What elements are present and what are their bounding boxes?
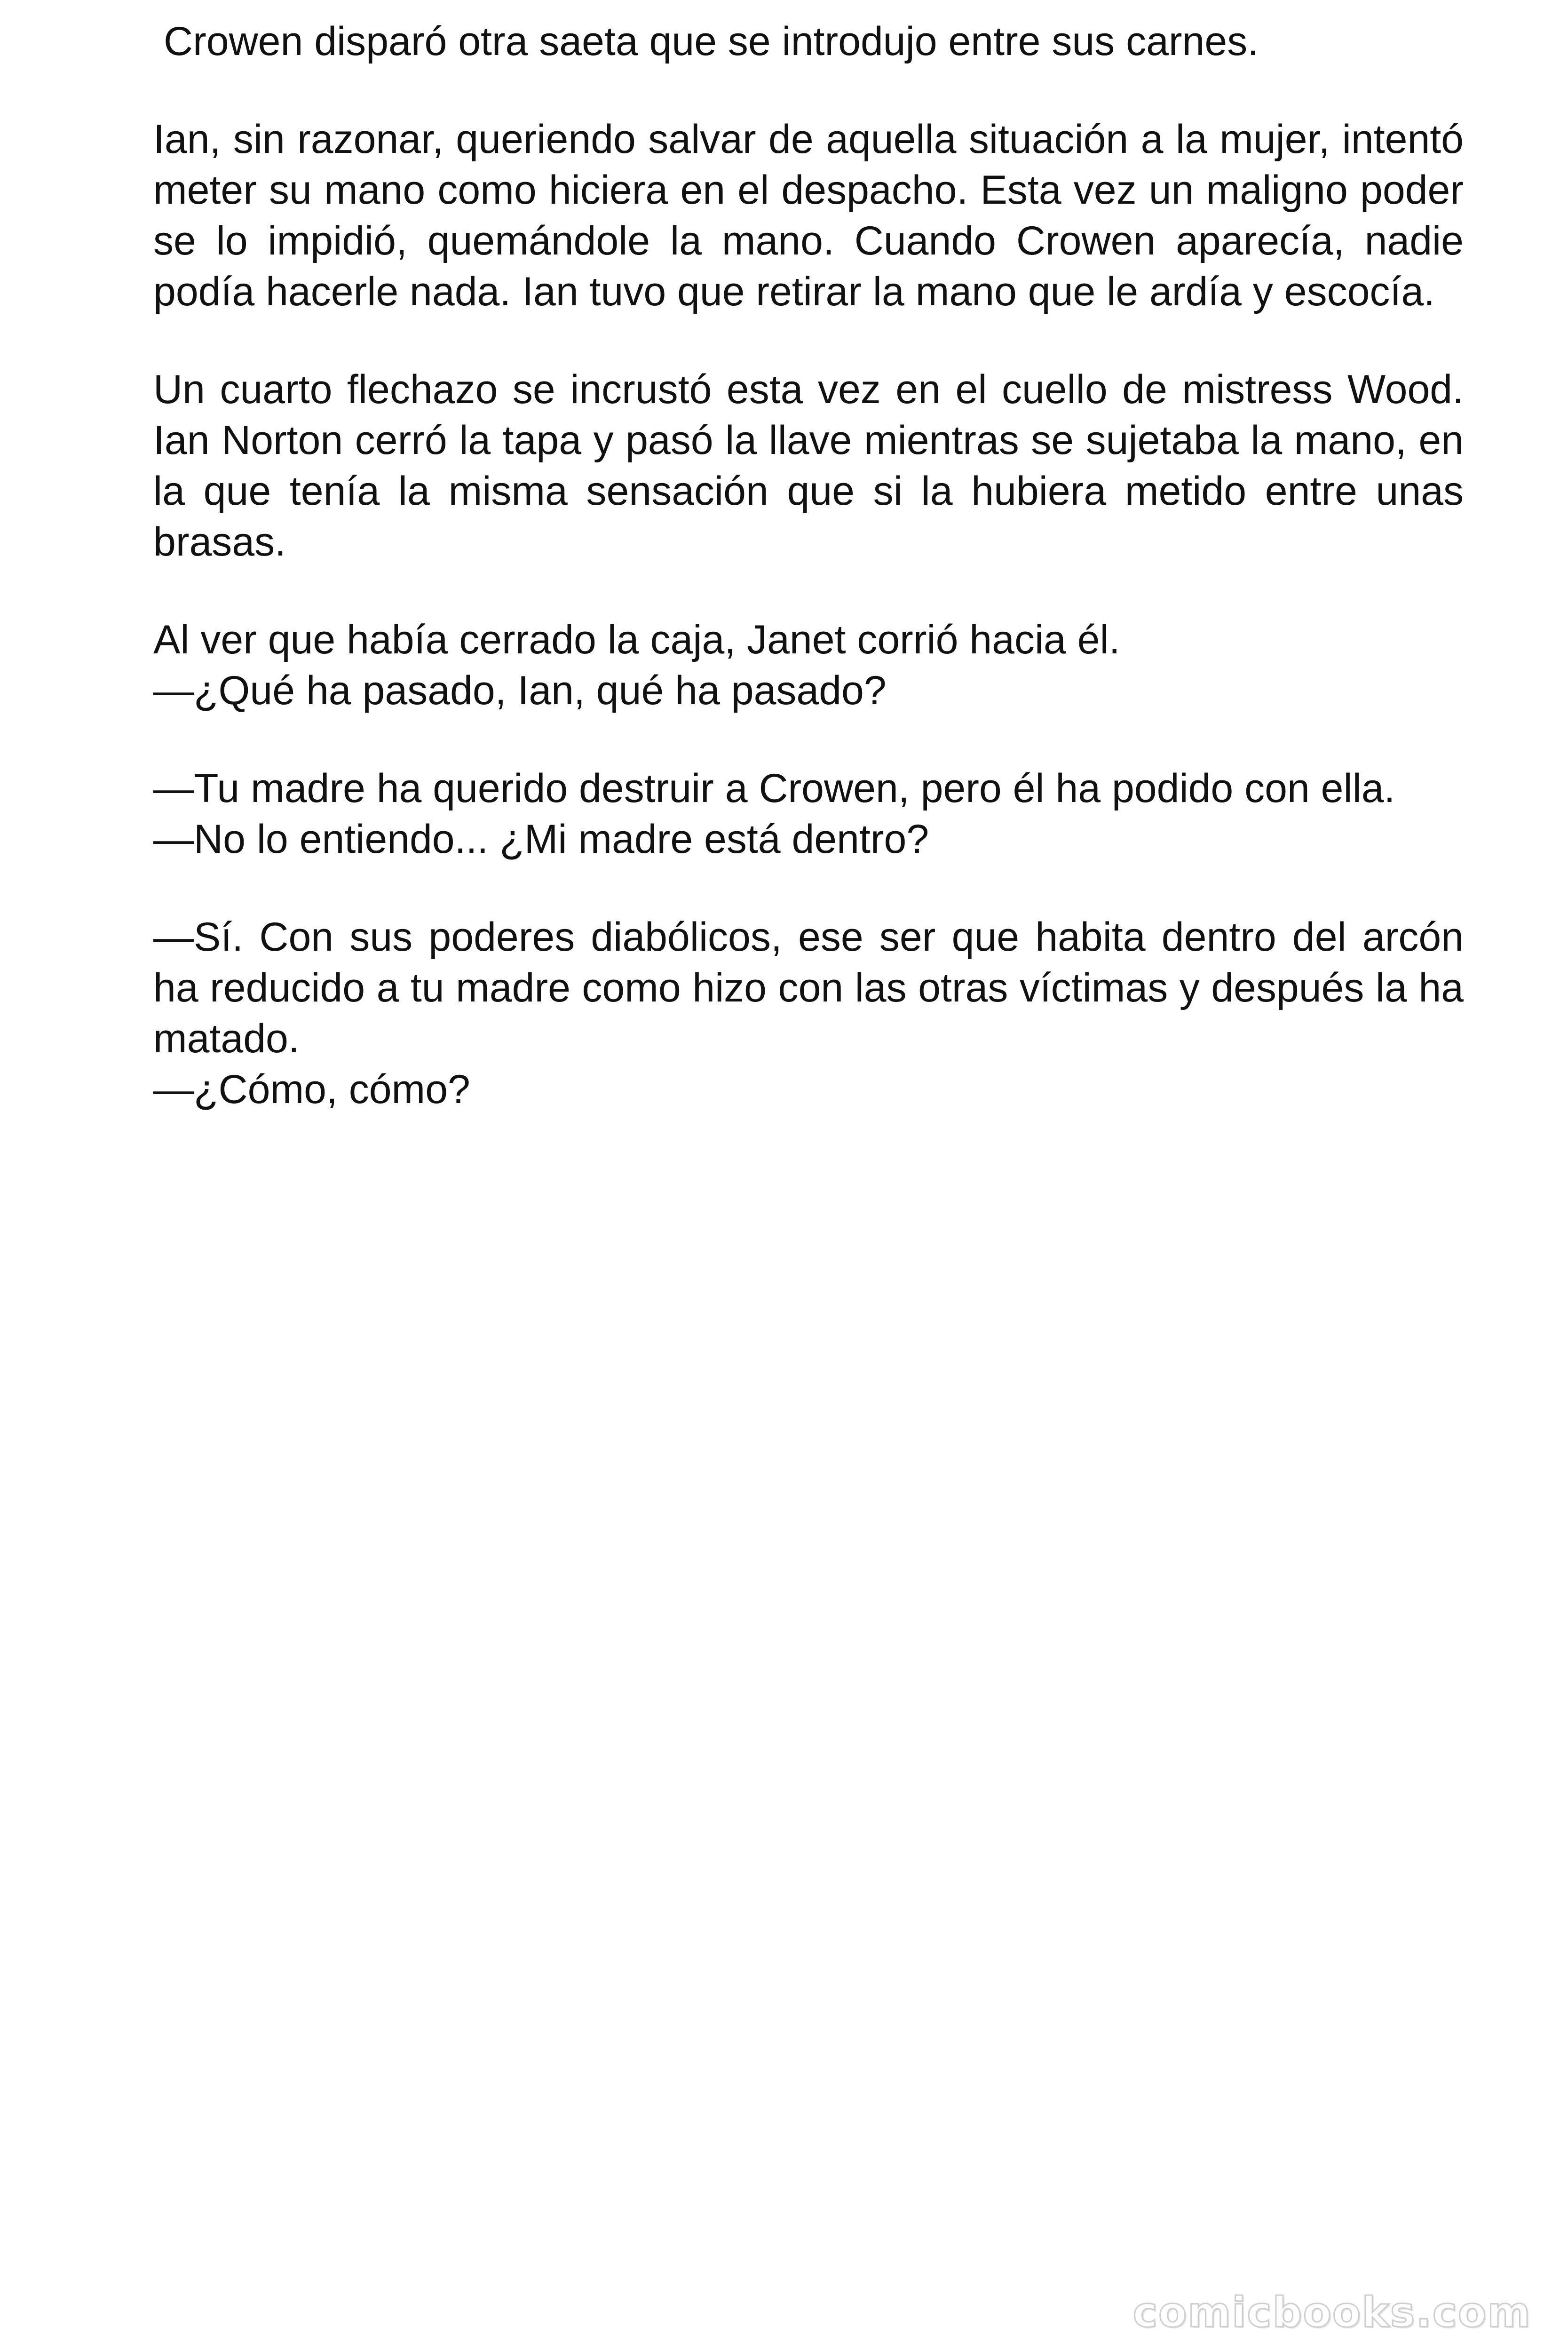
paragraph-2 bbox=[153, 114, 1464, 317]
dialogue-line: —Sí. Con sus poderes diabólicos, ese ser que habita dentro del arcón ha reducido a tu madre como hizo con las otras víctimas y después la ha matado. bbox=[153, 914, 1464, 1061]
paragraph-4 bbox=[153, 614, 1464, 716]
text-line: Un cuarto flechazo se incrustó esta vez en el cuello de mistress Wood. Ian Norton cerró la tapa y pasó la llave mientras se sujetaba la mano, en la que tenía la misma sensación que si la hubiera metido entre unas brasas. bbox=[153, 367, 1464, 564]
paragraph-1 bbox=[153, 16, 1464, 67]
paragraph-6 bbox=[153, 912, 1464, 1115]
dialogue-line: —¿Qué ha pasado, Ian, qué ha pasado? bbox=[153, 668, 887, 713]
dialogue-line: —¿Cómo, cómo? bbox=[153, 1067, 470, 1112]
text-line: Ian, sin razonar, queriendo salvar de aquella situación a la mujer, intentó meter su mano como hiciera en el despacho. Esta vez un maligno poder se lo impidió, quemándole la mano. Cuando Crowen aparecía, nadie podía hacerle nada. Ian tuvo que retirar la mano que le ardía y escocía. bbox=[153, 117, 1464, 314]
dialogue-line: —No lo entiendo... ¿Mi madre está dentro? bbox=[153, 817, 929, 862]
text-line: Crowen disparó otra saeta que se introdujo entre sus carnes. bbox=[164, 19, 1259, 64]
paragraph-5 bbox=[153, 763, 1464, 865]
dialogue-line: —Tu madre ha querido destruir a Crowen, pero él ha podido con ella. bbox=[153, 766, 1395, 811]
body-text bbox=[153, 16, 1464, 1162]
text-line: Al ver que había cerrado la caja, Janet corrió hacia él. bbox=[153, 617, 1120, 662]
paragraph-3 bbox=[153, 364, 1464, 567]
watermark-text: comicbooks.com bbox=[1132, 2288, 1531, 2336]
